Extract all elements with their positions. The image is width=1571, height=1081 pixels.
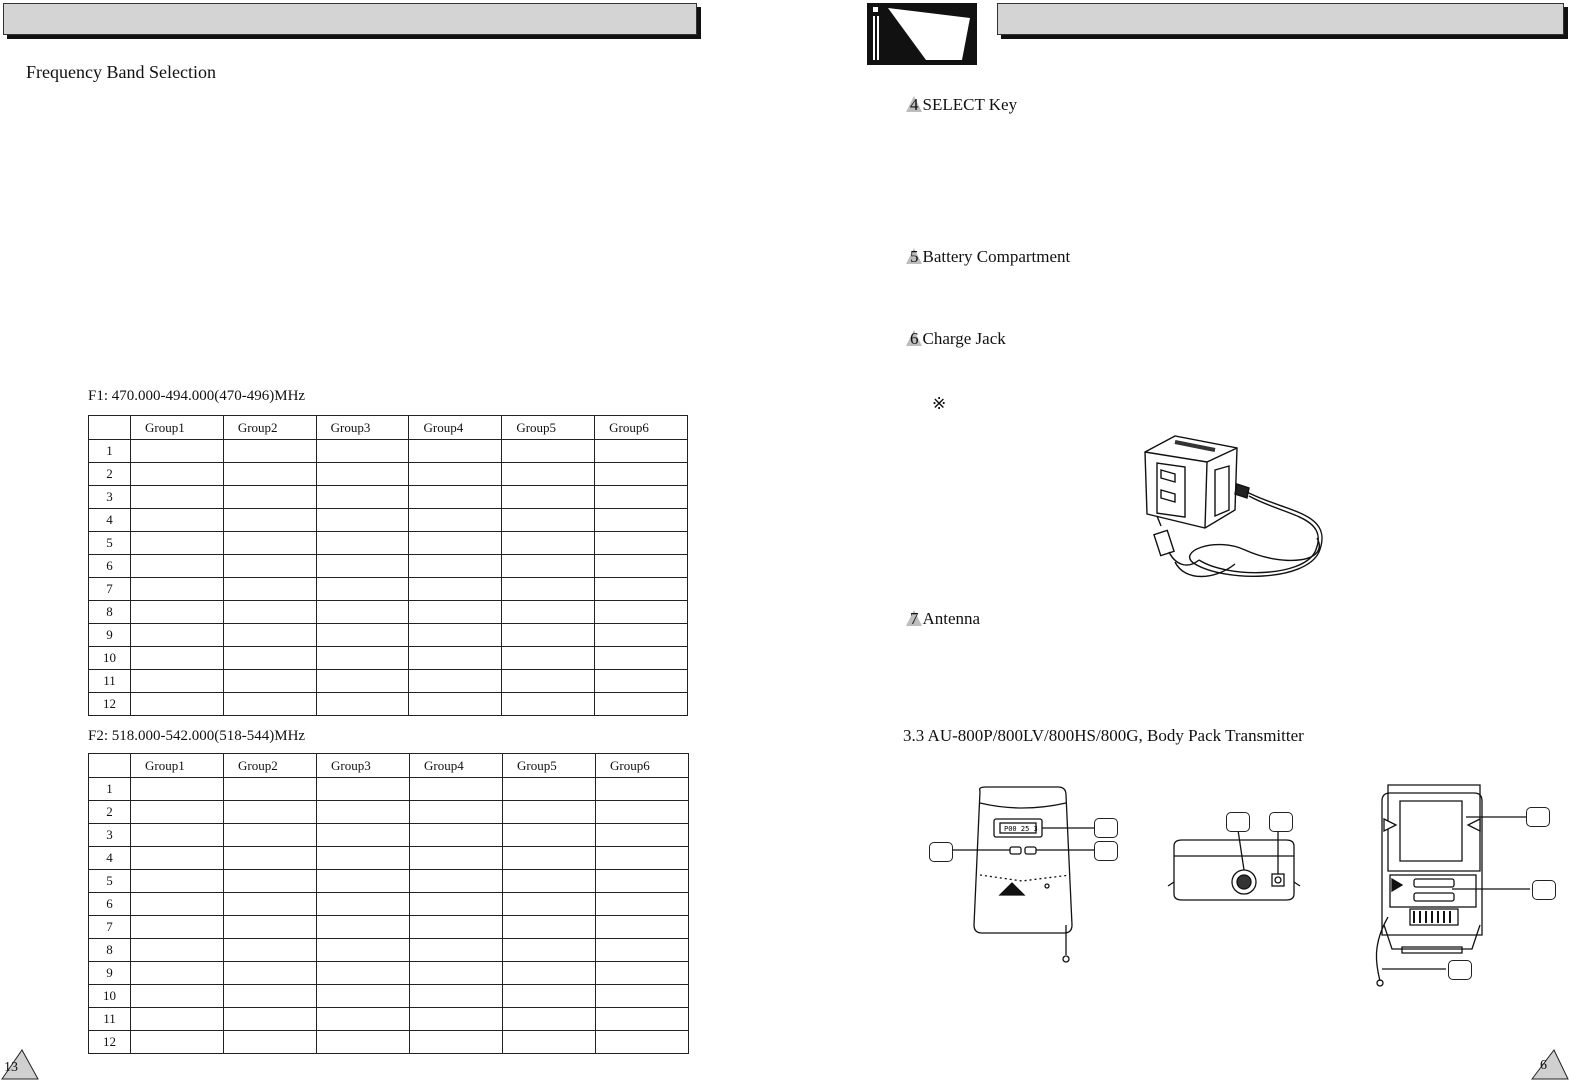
row-number: 4 — [89, 509, 131, 532]
table-cell — [502, 532, 595, 555]
section-title-frequency-band: Frequency Band Selection — [26, 62, 216, 82]
table-cell — [503, 778, 596, 801]
table-cell — [131, 962, 224, 985]
table-cell — [131, 870, 224, 893]
table-cell — [409, 624, 502, 647]
table-cell — [131, 893, 224, 916]
table-cell — [502, 670, 595, 693]
table-cell — [223, 486, 316, 509]
table-cell — [317, 870, 410, 893]
table-cell — [316, 463, 409, 486]
table-row — [89, 670, 688, 693]
table-cell — [131, 440, 224, 463]
table-cell — [502, 555, 595, 578]
callout-box — [1448, 960, 1472, 980]
table-cell — [596, 801, 689, 824]
table-row — [89, 916, 689, 939]
table-cell — [131, 824, 224, 847]
transmitter-front-view — [926, 785, 1126, 965]
column-header: Group4 — [410, 754, 503, 778]
table-cell — [316, 578, 409, 601]
table-cell — [596, 778, 689, 801]
row-number: 3 — [89, 824, 131, 847]
row-number: 12 — [89, 1031, 131, 1054]
table-cell — [317, 1031, 410, 1054]
table-cell — [595, 555, 688, 578]
transmitter-top-view — [1164, 830, 1314, 910]
callout-box — [1094, 841, 1118, 861]
column-header: Group3 — [317, 754, 410, 778]
table-cell — [131, 778, 224, 801]
table-cell — [224, 824, 317, 847]
table-cell — [224, 916, 317, 939]
table-cell — [316, 486, 409, 509]
row-number: 10 — [89, 647, 131, 670]
table-cell — [317, 778, 410, 801]
table-cell — [317, 801, 410, 824]
table-cell — [316, 693, 409, 716]
table-cell — [503, 847, 596, 870]
table-cell — [317, 1008, 410, 1031]
table-cell — [409, 670, 502, 693]
column-header: Group5 — [503, 754, 596, 778]
table-cell — [223, 624, 316, 647]
table-cell — [131, 601, 224, 624]
table-cell — [131, 486, 224, 509]
ac-adapter-illustration — [1135, 432, 1335, 592]
table-row — [89, 1031, 689, 1054]
table-cell — [224, 801, 317, 824]
table-cell — [131, 670, 224, 693]
row-number: 5 — [89, 870, 131, 893]
item-label: Battery Compartment — [922, 247, 1071, 266]
table-cell — [595, 670, 688, 693]
table-cell — [503, 893, 596, 916]
callout-box — [1094, 818, 1118, 838]
table-cell — [131, 532, 224, 555]
table-cell — [503, 1008, 596, 1031]
table-cell — [317, 962, 410, 985]
table-cell — [596, 1008, 689, 1031]
table-cell — [223, 463, 316, 486]
table-cell — [596, 939, 689, 962]
item-number: 7 — [910, 609, 919, 628]
table-cell — [223, 509, 316, 532]
table-cell — [224, 939, 317, 962]
column-header: Group5 — [502, 416, 595, 440]
column-header: Group6 — [595, 416, 688, 440]
column-header: Group2 — [223, 416, 316, 440]
table-cell — [502, 601, 595, 624]
item-battery-heading — [906, 247, 1070, 267]
table-cell — [503, 962, 596, 985]
table-cell — [410, 847, 503, 870]
row-number: 7 — [89, 578, 131, 601]
table-cell — [595, 624, 688, 647]
table-row — [89, 962, 689, 985]
table-cell — [409, 440, 502, 463]
table-cell — [131, 509, 224, 532]
table-cell — [595, 601, 688, 624]
row-number: 9 — [89, 962, 131, 985]
table-cell — [410, 962, 503, 985]
table-cell — [409, 693, 502, 716]
table-cell — [503, 916, 596, 939]
table-cell — [595, 693, 688, 716]
callout-box — [1532, 880, 1556, 900]
table-cell — [317, 939, 410, 962]
table-cell — [595, 463, 688, 486]
row-number: 11 — [89, 1008, 131, 1031]
table-cell — [223, 440, 316, 463]
row-number: 11 — [89, 670, 131, 693]
table-row — [89, 693, 688, 716]
page-number-left: 13 — [4, 1060, 18, 1075]
row-number: 8 — [89, 939, 131, 962]
table-cell — [131, 916, 224, 939]
table-row — [89, 486, 688, 509]
table-cell — [409, 601, 502, 624]
table-cell — [410, 870, 503, 893]
table-cell — [224, 1008, 317, 1031]
page-corner-triangle-right — [1530, 1048, 1570, 1080]
row-number: 12 — [89, 693, 131, 716]
table-row — [89, 509, 688, 532]
item-number: 5 — [910, 247, 919, 266]
table-cell — [317, 985, 410, 1008]
table-cell — [223, 578, 316, 601]
table-cell — [409, 578, 502, 601]
table-cell — [410, 939, 503, 962]
row-number: 1 — [89, 778, 131, 801]
table-cell — [131, 1031, 224, 1054]
table-f1-caption: F1: 470.000-494.000(470-496)MHz — [88, 388, 306, 404]
row-number: 6 — [89, 555, 131, 578]
display-readout: P00 25 3 — [1004, 825, 1038, 833]
item-label: Charge Jack — [922, 329, 1006, 348]
table-row — [89, 555, 688, 578]
table-row — [89, 463, 688, 486]
table-cell — [503, 1031, 596, 1054]
table-cell — [316, 555, 409, 578]
column-header: Group1 — [131, 416, 224, 440]
row-number: 7 — [89, 916, 131, 939]
callout-box — [1269, 812, 1293, 832]
table-row — [89, 893, 689, 916]
item-number: 4 — [910, 95, 919, 114]
table-cell — [410, 824, 503, 847]
column-header: Group6 — [596, 754, 689, 778]
table-cell — [223, 670, 316, 693]
table-cell — [131, 985, 224, 1008]
table-cell — [223, 532, 316, 555]
row-number: 5 — [89, 532, 131, 555]
table-cell — [596, 824, 689, 847]
table-cell — [224, 847, 317, 870]
table-cell — [502, 486, 595, 509]
table-cell — [595, 532, 688, 555]
table-cell — [409, 555, 502, 578]
table-cell — [410, 778, 503, 801]
frequency-table-f1 — [88, 415, 688, 716]
table-header-row — [89, 754, 689, 778]
row-number: 8 — [89, 601, 131, 624]
table-cell — [316, 509, 409, 532]
table-cell — [409, 509, 502, 532]
table-cell — [131, 939, 224, 962]
item-label: SELECT Key — [922, 95, 1018, 114]
table-row — [89, 601, 688, 624]
table-cell — [503, 824, 596, 847]
table-cell — [502, 693, 595, 716]
row-number: 2 — [89, 801, 131, 824]
corner-cell — [89, 416, 131, 440]
table-cell — [223, 647, 316, 670]
table-row — [89, 1008, 689, 1031]
table-row — [89, 624, 688, 647]
column-header: Group3 — [316, 416, 409, 440]
section-heading-body-pack: 3.3 AU-800P/800LV/800HS/800G, Body Pack Transmitter — [903, 726, 1304, 745]
row-number: 2 — [89, 463, 131, 486]
row-number: 1 — [89, 440, 131, 463]
table-cell — [502, 440, 595, 463]
table-cell — [502, 509, 595, 532]
table-cell — [596, 985, 689, 1008]
table-cell — [316, 532, 409, 555]
table-cell — [596, 916, 689, 939]
table-cell — [131, 1008, 224, 1031]
table-cell — [223, 555, 316, 578]
table-cell — [595, 440, 688, 463]
table-cell — [131, 647, 224, 670]
table-row — [89, 847, 689, 870]
table-cell — [223, 601, 316, 624]
corner-cell — [89, 754, 131, 778]
note-symbol: ※ — [932, 394, 947, 413]
table-cell — [316, 601, 409, 624]
left-header-bar — [3, 3, 697, 35]
table-cell — [595, 647, 688, 670]
item-number: 6 — [910, 329, 919, 348]
item-antenna-heading — [906, 609, 980, 629]
table-cell — [317, 916, 410, 939]
table-cell — [317, 847, 410, 870]
table-cell — [224, 870, 317, 893]
table-cell — [503, 801, 596, 824]
table-cell — [596, 847, 689, 870]
table-cell — [224, 893, 317, 916]
row-number: 3 — [89, 486, 131, 509]
item-select-key-heading — [906, 95, 1017, 115]
table-cell — [595, 509, 688, 532]
table-cell — [316, 624, 409, 647]
callout-box — [1226, 812, 1250, 832]
item-label: Antenna — [922, 609, 981, 628]
table-cell — [595, 486, 688, 509]
table-row — [89, 440, 688, 463]
table-cell — [317, 893, 410, 916]
table-cell — [224, 1031, 317, 1054]
table-cell — [410, 1031, 503, 1054]
table-cell — [409, 532, 502, 555]
table-cell — [409, 486, 502, 509]
table-f2-caption: F2: 518.000-542.000(518-544)MHz — [88, 728, 306, 744]
row-number: 9 — [89, 624, 131, 647]
table-cell — [410, 985, 503, 1008]
table-header-row — [89, 416, 688, 440]
table-row — [89, 939, 689, 962]
table-cell — [317, 824, 410, 847]
table-cell — [131, 578, 224, 601]
table-cell — [410, 893, 503, 916]
table-cell — [503, 939, 596, 962]
table-row — [89, 801, 689, 824]
table-cell — [410, 1008, 503, 1031]
table-cell — [131, 801, 224, 824]
row-number: 4 — [89, 847, 131, 870]
table-cell — [224, 778, 317, 801]
table-cell — [596, 893, 689, 916]
table-cell — [410, 801, 503, 824]
table-row — [89, 824, 689, 847]
item-charge-jack-heading — [906, 329, 1006, 349]
table-cell — [596, 1031, 689, 1054]
chapter-logo-icon — [866, 2, 978, 66]
table-cell — [502, 624, 595, 647]
table-row — [89, 647, 688, 670]
table-cell — [316, 440, 409, 463]
table-row — [89, 985, 689, 1008]
table-cell — [596, 870, 689, 893]
table-cell — [131, 555, 224, 578]
callout-box — [1526, 807, 1550, 827]
table-cell — [224, 962, 317, 985]
table-cell — [131, 693, 224, 716]
column-header: Group1 — [131, 754, 224, 778]
table-cell — [595, 578, 688, 601]
table-cell — [502, 578, 595, 601]
table-cell — [316, 670, 409, 693]
row-number: 10 — [89, 985, 131, 1008]
column-header: Group4 — [409, 416, 502, 440]
table-cell — [316, 647, 409, 670]
table-cell — [596, 962, 689, 985]
table-row — [89, 532, 688, 555]
table-cell — [503, 985, 596, 1008]
table-cell — [409, 463, 502, 486]
table-row — [89, 870, 689, 893]
page-number-right: 6 — [1540, 1058, 1547, 1073]
table-cell — [410, 916, 503, 939]
table-cell — [502, 463, 595, 486]
table-cell — [131, 463, 224, 486]
table-row — [89, 578, 688, 601]
right-header-bar — [997, 3, 1564, 35]
column-header: Group2 — [224, 754, 317, 778]
table-cell — [223, 693, 316, 716]
table-cell — [131, 847, 224, 870]
table-cell — [409, 647, 502, 670]
row-number: 6 — [89, 893, 131, 916]
table-row — [89, 778, 689, 801]
table-cell — [503, 870, 596, 893]
table-cell — [502, 647, 595, 670]
callout-box — [929, 842, 953, 862]
table-cell — [224, 985, 317, 1008]
table-cell — [131, 624, 224, 647]
frequency-table-f2 — [88, 753, 689, 1054]
